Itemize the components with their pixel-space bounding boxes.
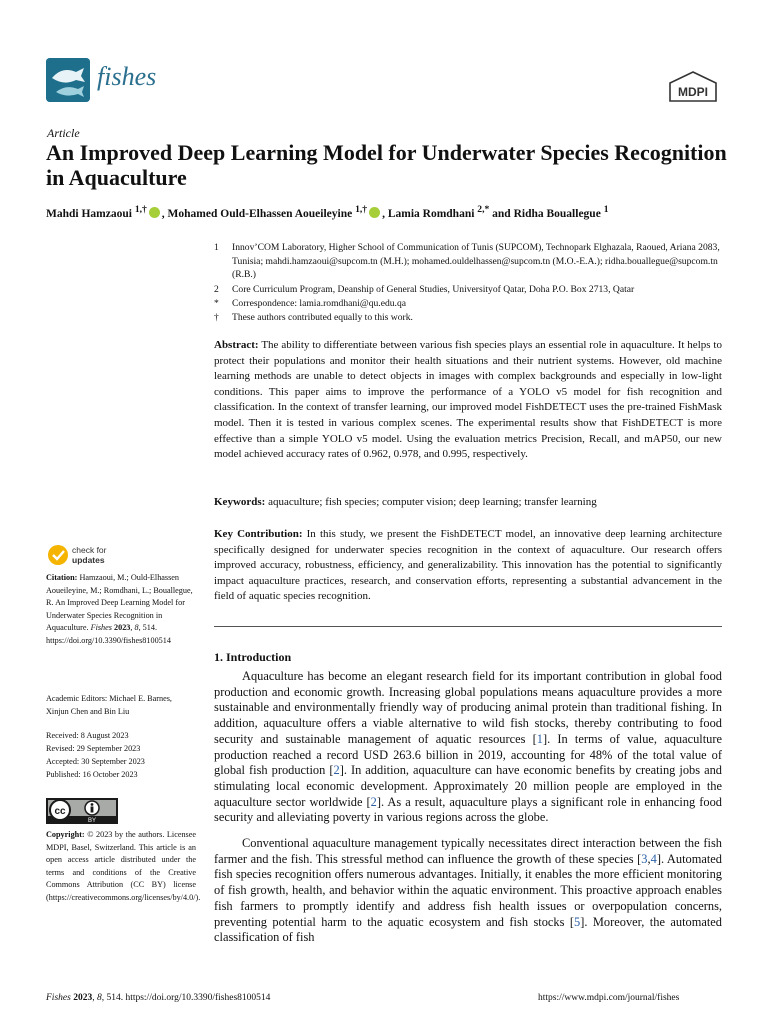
copyright-block bbox=[46, 829, 201, 905]
citation-year: 2023 bbox=[114, 623, 131, 633]
keywords-text: aquaculture; fish species; computer vision; deep learning; transfer learning bbox=[268, 496, 597, 508]
paragraph-text: ]. Moreover, the automated classification of fish bbox=[214, 914, 723, 945]
author-name[interactable]: Ridha Bouallegue bbox=[513, 207, 601, 220]
affiliation-marker: * bbox=[214, 298, 219, 309]
body-paragraph bbox=[214, 669, 722, 826]
published-date: Published: 16 October 2023 bbox=[46, 770, 138, 779]
author-affiliation-marker: 1 bbox=[603, 204, 609, 215]
footer-citation: Fishes 2023, 8, 514. https://doi.org/10.3390/fishes8100514 bbox=[46, 993, 271, 1003]
abstract bbox=[214, 338, 722, 463]
author-affiliation-marker: 2,* bbox=[477, 204, 490, 215]
reference-link[interactable]: 2 bbox=[370, 794, 377, 809]
author-affiliation-marker: 1,† bbox=[134, 204, 147, 215]
affiliation-item bbox=[214, 241, 724, 283]
key-contribution-text: In this study, we present the FishDETECT model, an innovative deep learning architecture specifically designed for underwater species recognition in the context of aquaculture. Our research offers improved accuracy, robustness, efficiency, and generalizability. This innovation has the potential to significantly impact aquaculture practices, research, and conservation efforts, representing a substantial advancement in the field of aquatic species recognition. bbox=[214, 528, 722, 603]
key-contribution-label: Key Contribution: bbox=[214, 528, 303, 540]
paragraph-text: ]. In terms of value, aquaculture production reached a record USD 263.6 billion in 2019, accounting for 48% of the total value of global fish production [ bbox=[214, 731, 722, 778]
citation-volume: 8 bbox=[134, 623, 139, 633]
paragraph-text: ]. Automated fish species recognition offers numerous advantages. Initially, it enables the more efficient monitoring of fish growth, health, and behavior within the aquatic environment. This proactive approach enables fish farmers to promptly identify and address fish health issues or overpopulation concerns, preventing potential harm to the aquatic ecosystem and fish stocks [ bbox=[214, 851, 722, 929]
academic-editors: Academic Editors: Michael E. Barnes, Xinjun Chen and Bin Liu bbox=[46, 694, 172, 716]
affiliation-text: Innov’COM Laboratory, Higher School of Communication of Tunis (SUPCOM), Technopark Elghazala, Raoued, Ariana 2083, Tunisia; mahdi.hamzaoui@supcom.tn (M.H.); mohamed.ouldelhassen@supcom.tn (M.O.-E.A.); ridha.bouallegue@supcom.tn (R.B.) bbox=[232, 242, 720, 280]
citation-text: Hamzaoui, M.; Ould-Elhassen Aoueileyine, M.; Romdhani, L.; Bouallegue, R. An Improved Deep Learning Model for Underwater Species Recognition in Aquaculture. bbox=[46, 573, 193, 633]
affiliation-marker: † bbox=[214, 312, 219, 323]
reference-link[interactable]: 2 bbox=[333, 763, 340, 778]
received-date: Received: 8 August 2023 bbox=[46, 731, 129, 740]
orcid-icon[interactable] bbox=[369, 207, 380, 218]
citation-block: Citation: Hamzaoui, M.; Ould-Elhassen Aoueileyine, M.; Romdhani, L.; Bouallegue, R. An Improved Deep Learning Model for Underwater Species Recognition in Aquaculture. Fishes 2023, 8, 514. https://doi.org/10.3390/fishes8100514 bbox=[46, 573, 193, 645]
footer-year: 2023 bbox=[73, 993, 93, 1003]
reference-link[interactable]: 3 bbox=[641, 851, 648, 866]
citation-doi[interactable]: , 514. https://doi.org/10.3390/fishes8100514 bbox=[46, 623, 171, 645]
abstract-text: The ability to differentiate between various fish species plays an essential role in aquaculture. It helps to protect their populations and monitor their health situations and their nutrient systems. However, old machine learning methods are unable to detect objects in images with complex backgrounds and especially in low-light conditions. This paper aims to improve the performance of a YOLO v5 model for fish recognition and classification. In the context of transfer learning, our improved model FishDETECT uses the pre-trained FishMask model. Then it is tested in various complex scenes. The experimental results show that FishDETECT is more effective than a simple YOLO v5 model. Using the evaluation metrics Precision, Recall, and mAP50, our new model achieved accuracy rates of 0.962, 0.978, and 0.995, respectively. bbox=[214, 339, 722, 461]
cc-icon: cc bbox=[54, 806, 66, 817]
body-paragraph bbox=[214, 836, 722, 946]
reference-link[interactable]: 1 bbox=[536, 731, 543, 746]
copyright-text: © 2023 by the authors. Licensee MDPI, Basel, Switzerland. This article is an open access article distributed under the terms and conditions of the Creative Commons Attribution (CC BY) license (https://creativecommons.org/licenses/by/4.0/). bbox=[46, 830, 201, 902]
revised-date: Revised: 29 September 2023 bbox=[46, 744, 141, 753]
affiliation-marker: 2 bbox=[214, 284, 219, 295]
copyright-label: Copyright: bbox=[46, 830, 85, 839]
author-list bbox=[46, 204, 608, 220]
author-separator: , bbox=[161, 207, 168, 220]
author-separator: and bbox=[489, 207, 514, 220]
journal-name: fishes bbox=[97, 62, 157, 91]
mdpi-logo-text: MDPI bbox=[678, 85, 708, 99]
check-for-updates-button[interactable] bbox=[46, 543, 126, 567]
paragraph-text: Aquaculture has become an elegant research field for its important contribution in global food production and economic growth. Increasing global populations means aquaculture provides a more sustainable and environmentally friendly way of producing animal protein than traditional fishing. In addition, aquaculture offers a viable alternative to wild fish stocks, thereby contributing to food security and sustainable management of aquatic resources [ bbox=[214, 669, 722, 746]
paragraph-text: ]. As a result, aquaculture plays a significant role in enhancing food security and alleviating poverty in various regions across the globe. bbox=[214, 794, 722, 825]
key-contribution bbox=[214, 527, 722, 605]
affiliation-marker: 1 bbox=[214, 242, 219, 253]
footer-volume: 8 bbox=[96, 993, 102, 1003]
article-type: Article bbox=[47, 126, 80, 140]
journal-logo-icon bbox=[46, 58, 90, 102]
author-affiliation-marker: 1,† bbox=[355, 204, 368, 215]
paragraph-text: ]. In addition, aquaculture can have economic benefits by creating jobs and stimulating local economic development. Approximately 20 million people are employed in the aquaculture sector worldwide [ bbox=[214, 763, 722, 809]
affiliation-item bbox=[214, 283, 724, 297]
cc-by-label: BY bbox=[87, 818, 97, 824]
reference-link[interactable]: 5 bbox=[574, 914, 581, 929]
correspondence-text: Correspondence: lamia.romdhani@qu.edu.qa bbox=[232, 298, 407, 309]
check-updates-text: check for bbox=[72, 545, 107, 555]
footer-doi[interactable]: , 514. https://doi.org/10.3390/fishes8100514 bbox=[101, 993, 271, 1003]
affiliation-item bbox=[214, 297, 724, 311]
section-heading: 1. Introduction bbox=[214, 650, 292, 664]
keywords-label: Keywords: bbox=[214, 496, 266, 508]
author-separator: , bbox=[382, 207, 388, 220]
cc-by-license-badge[interactable] bbox=[46, 798, 118, 824]
abstract-label: Abstract: bbox=[214, 339, 259, 351]
affiliation-item bbox=[214, 311, 724, 325]
reference-link[interactable]: 4 bbox=[650, 851, 657, 866]
author-name[interactable]: Mahdi Hamzaoui bbox=[46, 207, 132, 220]
orcid-icon[interactable] bbox=[149, 207, 160, 218]
equal-contribution-note: These authors contributed equally to this work. bbox=[232, 312, 413, 323]
section-divider bbox=[214, 626, 722, 627]
affiliation-text: Core Curriculum Program, Deanship of General Studies, Universityof Qatar, Doha P.O. Box 2713, Qatar bbox=[232, 284, 635, 295]
author-name[interactable]: Lamia Romdhani bbox=[387, 207, 475, 220]
paragraph-text: Conventional aquaculture management typically necessitates direct interaction between the fish farmer and the fish. This stressful method can influence the growth of these species [ bbox=[214, 836, 722, 866]
check-updates-text: updates bbox=[72, 555, 105, 565]
paper-title: An Improved Deep Learning Model for Underwater Species Recognition in Aquaculture bbox=[46, 140, 727, 190]
citation-label: Citation: bbox=[46, 573, 78, 582]
footer-journal: Fishes bbox=[46, 993, 71, 1003]
keywords bbox=[214, 495, 722, 511]
paragraph-text: , bbox=[647, 851, 651, 866]
journal-url-link[interactable]: https://www.mdpi.com/journal/fishes bbox=[538, 993, 680, 1003]
author-name[interactable]: Mohamed Ould-Elhassen Aoueileyine bbox=[167, 207, 353, 220]
citation-journal: Fishes bbox=[90, 623, 112, 633]
accepted-date: Accepted: 30 September 2023 bbox=[46, 757, 145, 766]
mdpi-logo bbox=[666, 70, 720, 104]
